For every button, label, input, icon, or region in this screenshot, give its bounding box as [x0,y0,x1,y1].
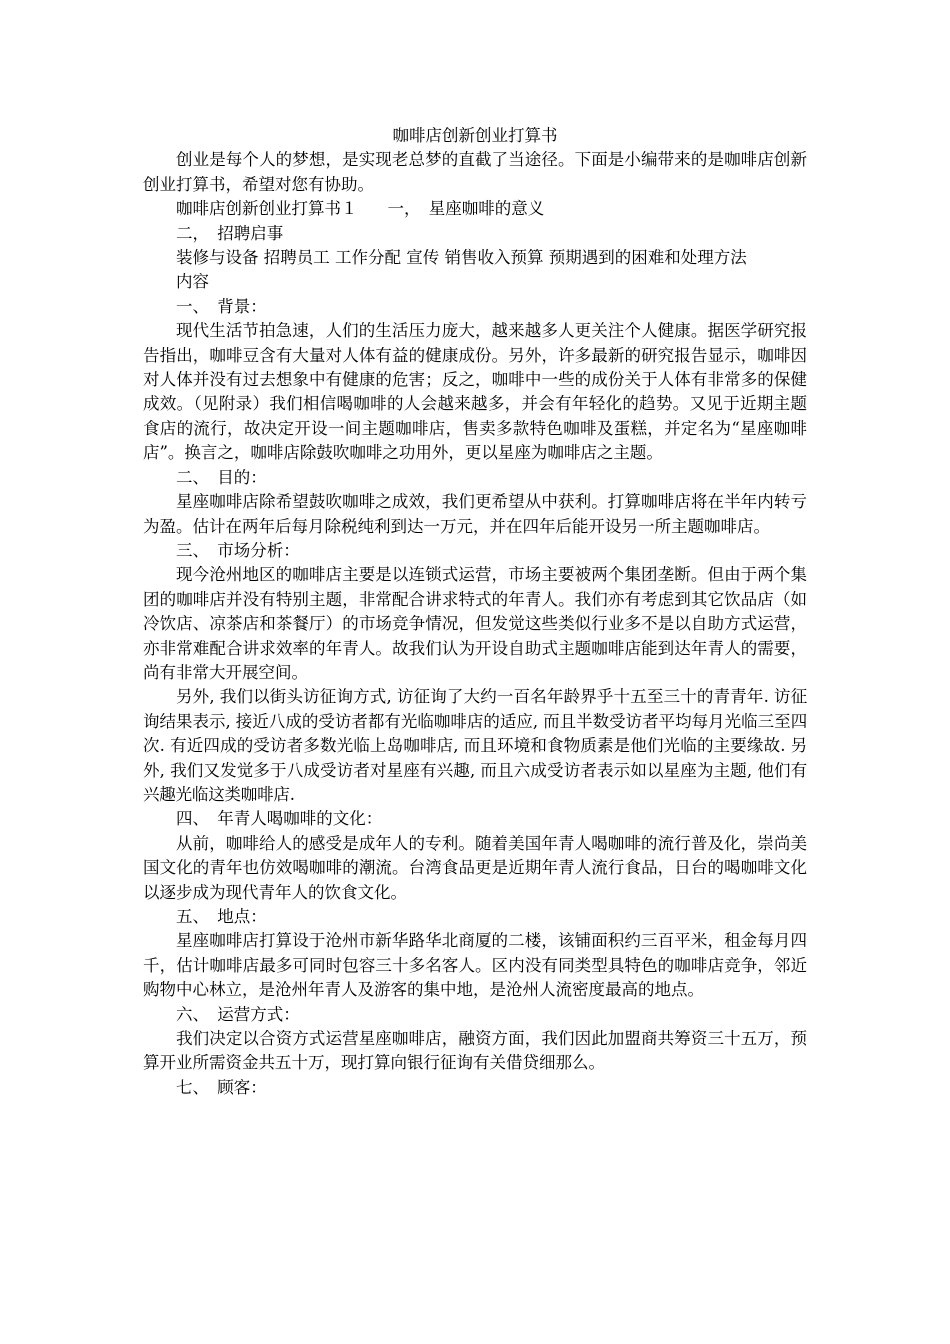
document-page [143,124,807,1100]
topics-line: 装修与设备 招聘员工 工作分配 宣传 销售收入预算 预期遇到的困难和处理方法 [176,248,747,268]
intro-paragraph: 创业是每个人的梦想，是实现老总梦的直截了当途径。下面是小编带来的是咖啡店创新创业打算书，希望对您有协助。 [143,150,807,194]
purpose-paragraph: 星座咖啡店除希望鼓吹咖啡之成效，我们更希望从中获利。打算咖啡店将在半年内转亏为盈。估计在两年后每月除税纯利到达一万元，并在四年后能开设另一所主题咖啡店。 [143,492,807,536]
background-paragraph: 现代生活节拍急速，人们的生活压力庞大，越来越多人更关注个人健康。据医学研究报告指出，咖啡豆含有大量对人体有益的健康成份。另外，许多最新的研究报告显示，咖啡因对人体并没有过去想象中有健康的危害；反之，咖啡中一些的成份关于人体有非常多的保健成效。（见附录）我们相信喝咖啡的人会越来越多，并会有年轻化的趋势。又见于近期主题食店的流行，故决定开设一间主题咖啡店，售卖多款特色咖啡及蛋糕，并定名为“星座咖啡店”。换言之，咖啡店除鼓吹咖啡之功用外，更以星座为咖啡店之主题。 [143,321,807,463]
customer-heading: 七、 顾客： [176,1077,267,1097]
document-title: 咖啡店创新创业打算书 [392,126,558,145]
market-paragraph-1: 现今沧州地区的咖啡店主要是以连锁式运营，市场主要被两个集团垄断。但由于两个集团的咖啡店并没有特别主题，非常配合讲求特式的年青人。我们亦有考虑到其它饮品店（如冷饮店、凉茶店和茶餐厅）的市场竞争情况，但发觉这些类似行业多不是以自助方式运营，亦非常难配合讲求效率的年青人。故我们认为开设自助式主题咖啡店能到达年青人的需要，尚有非常大开展空间。 [143,565,807,682]
plan-title-line [143,197,807,221]
operation-paragraph: 我们决定以合资方式运营星座咖啡店，融资方面，我们因此加盟商共筹资三十五万，预算开业所需资金共五十万，现打算向银行征询有关借贷细那么。 [143,1029,807,1073]
culture-heading: 四、 年青人喝咖啡的文化： [176,809,383,829]
section-two-heading: 二， 招聘启事 [176,223,284,243]
market-heading: 三、 市场分析： [176,540,300,560]
content-label: 内容 [176,272,209,292]
background-heading: 一、 背景： [176,296,267,316]
operation-heading: 六、 运营方式： [176,1004,300,1024]
location-paragraph: 星座咖啡店打算设于沧州市新华路华北商厦的二楼，该铺面积约三百平米，租金每月四千，估计咖啡店最多可同时包容三十多名客人。区内没有同类型具特色的咖啡店竞争，邻近购物中心林立，是沧州年青人及游客的集中地，是沧州人流密度最高的地点。 [143,931,807,1000]
purpose-heading: 二、 目的： [176,467,267,487]
location-heading: 五、 地点： [176,907,267,926]
culture-paragraph: 从前，咖啡给人的感受是成年人的专利。随着美国年青人喝咖啡的流行普及化，崇尚美国文化的青年也仿效喝咖啡的潮流。台湾食品更是近期年青人流行食品，日台的喝咖啡文化以逐步成为现代青年人的饮食文化。 [143,833,807,902]
plan-title: 咖啡店创新创业打算书１ [176,199,358,219]
market-paragraph-2: 另外, 我们以街头访征询方式, 访征询了大约一百名年龄界乎十五至三十的青青年. 访征询结果表示, 接近八成的受访者都有光临咖啡店的适应, 而且半数受访者平均每月光临三至四次. 有近四成的受访者多数光临上岛咖啡店, 而且环境和食物质素是他们光临的主要缘故. 另外, 我们又发觉多于八成受访者对星座有兴趣, 而且六成受访者表示如以星座为主题, 他们有兴趣光临这类咖啡店. [143,687,807,804]
section-one-heading: 一， 星座咖啡的意义 [387,199,545,219]
